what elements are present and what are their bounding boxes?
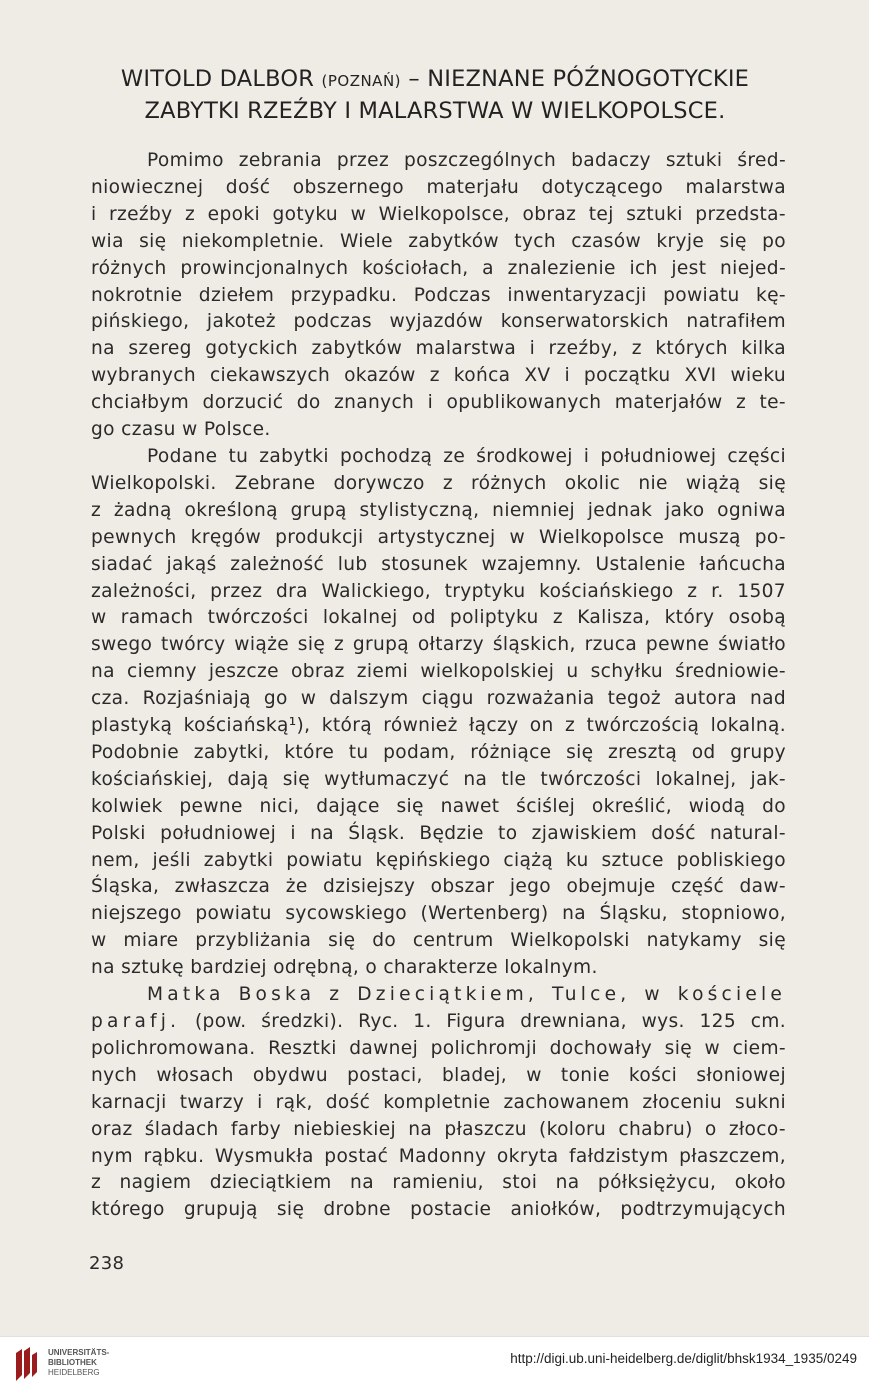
text-line: siadać jakąś zależność lub stosunek wzajemny. Ustalenie łańcucha bbox=[91, 553, 786, 575]
author-location: (POZNAŃ) bbox=[321, 72, 402, 90]
text-line: polichromowana. Resztki dawnej polichromji dochowały się w ciem- bbox=[91, 1037, 786, 1059]
text-line: na ciemny jeszcze obraz ziemi wielkopolskiej u schyłku średniowie- bbox=[91, 661, 786, 683]
text-line: nokrotnie dziełem przypadku. Podczas inwentaryzacji powiatu kę- bbox=[91, 284, 786, 306]
source-url-link[interactable]: http://digi.ub.uni-heidelberg.de/diglit/bhsk1934_1935/0249 bbox=[510, 1351, 857, 1366]
text-line: nych włosach obydwu postaci, bladej, w tonie kości słoniowej bbox=[91, 1064, 786, 1086]
text-line: w ramach twórczości lokalnej od poliptyku z Kalisza, który osobą bbox=[91, 607, 786, 629]
text-line: Polski południowej i na Śląsk. Będzie to zjawiskiem dość natural- bbox=[91, 822, 786, 844]
paragraph-1 bbox=[91, 148, 786, 444]
text-line bbox=[91, 1009, 786, 1036]
text-line: na szereg gotyckich zabytków malarstwa i rzeźby, z których kilka bbox=[91, 338, 786, 360]
text-line: pewnych kręgów produkcji artystycznej w Wielkopolsce muszą po- bbox=[91, 526, 786, 548]
text-line: oraz śladach farby niebieskiej na płaszczu (koloru chabru) o złoco- bbox=[91, 1118, 786, 1140]
text-line: nym rąbku. Wysmukła postać Madonny okryta fałdzistym płaszczem, bbox=[91, 1145, 786, 1167]
digitization-footer bbox=[0, 1336, 869, 1394]
text-line: go czasu w Polsce. bbox=[91, 419, 271, 441]
text-line: niejszego powiatu sycowskiego (Wertenberg) na Śląsku, stopniowo, bbox=[91, 903, 786, 925]
spaced-title-line: Matka Boska z Dzieciątkiem, Tulce, w kościele bbox=[147, 984, 786, 1006]
header-dash: – bbox=[408, 66, 420, 92]
text-line: którego grupują się drobne postacie aniołków, podtrzymujących bbox=[91, 1199, 786, 1221]
text-line: Śląska, zwłaszcza że dzisiejszy obszar jego obejmuje część daw- bbox=[91, 876, 786, 898]
text-line: Pomimo zebrania przez poszczególnych badaczy sztuki śred- bbox=[147, 150, 786, 171]
paragraph-3 bbox=[91, 982, 786, 1224]
text-line: kościańskiej, dają się wytłumaczyć na tle twórczości lokalnej, jak- bbox=[91, 768, 786, 790]
text-line: plastyką kościańską¹), którą również łączy on z twórczością lokalną. bbox=[91, 715, 786, 737]
library-name bbox=[48, 1348, 109, 1378]
text-line: Podane tu zabytki pochodzą ze środkowej i południowej części bbox=[147, 445, 786, 467]
text-line: nem, jeśli zabytki powiatu kępińskiego ciążą ku sztuce pobliskiego bbox=[91, 849, 786, 871]
text-line-rest: (pow. średzki). Ryc. 1. Figura drewniana, wys. 125 cm. bbox=[180, 1011, 786, 1032]
article-body bbox=[91, 148, 786, 1224]
text-line: cza. Rozjaśniają go w dalszym ciągu rozważania tegoż autora nad bbox=[91, 688, 786, 710]
text-line: Podobnie zabytki, które tu podam, różniące się zresztą od grupy bbox=[91, 741, 786, 763]
title-line-2: ZABYTKI RZEŹBY I MALARSTWA W WIELKOPOLSCE. bbox=[144, 98, 726, 124]
author-name: WITOLD DALBOR bbox=[120, 66, 315, 92]
library-name-line: UNIVERSITÄTS- bbox=[48, 1348, 110, 1357]
text-line: wybranych ciekawszych okazów z końca XV i początku XVI wieku bbox=[91, 365, 786, 387]
header-line-1 bbox=[60, 64, 810, 96]
title-line-1: NIEZNANE PÓŹNOGOTYCKIE bbox=[427, 66, 750, 92]
text-line: karnacji twarzy i rąk, dość kompletnie zachowanem złoceniu sukni bbox=[91, 1091, 786, 1113]
library-logo-icon bbox=[12, 1345, 38, 1385]
text-line: w miare przybliżania się do centrum Wielkopolski natykamy się bbox=[91, 930, 786, 952]
paragraph-2 bbox=[91, 444, 786, 982]
page-number: 238 bbox=[89, 1253, 125, 1274]
text-line: pińskiego, jakoteż podczas wyjazdów konserwatorskich natrafiłem bbox=[91, 311, 786, 333]
text-line: i rzeźby z epoki gotyku w Wielkopolsce, obraz tej sztuki przedsta- bbox=[91, 203, 786, 225]
text-line: kolwiek pewne nici, dające się nawet ściślej określić, wiodą do bbox=[91, 795, 786, 817]
library-name-line: BIBLIOTHEK bbox=[48, 1358, 97, 1367]
library-name-line: HEIDELBERG bbox=[48, 1368, 100, 1377]
text-line: Wielkopolski. Zebrane dorywczo z różnych okolic nie wiążą się bbox=[91, 472, 786, 494]
text-line: swego twórcy wiąże się z grupą ołtarzy śląskich, rzuca pewne światło bbox=[91, 634, 786, 656]
spaced-word: parafj. bbox=[91, 1011, 181, 1032]
article-header bbox=[60, 64, 810, 126]
text-line: na sztukę bardziej odrębną, o charakterze lokalnym. bbox=[91, 957, 598, 979]
text-line: chciałbym dorzucić do znanych i opublikowanych materjałów z te- bbox=[91, 392, 786, 414]
text-line: niowiecznej dość obszernego materjału dotyczącego malarstwa bbox=[91, 176, 786, 198]
text-line: z żadną określoną grupą stylistyczną, niemniej jednak jako ogniwa bbox=[91, 499, 786, 521]
text-line: wia się niekompletnie. Wiele zabytków tych czasów kryje się po bbox=[91, 230, 786, 252]
text-line: różnych prowincjonalnych kościołach, a znalezienie ich jest niejed- bbox=[91, 257, 786, 279]
text-line: z nagiem dzieciątkiem na ramieniu, stoi na półksiężycu, około bbox=[91, 1172, 786, 1194]
text-line: zależności, przez dra Walickiego, tryptyku kościańskiego z r. 1507 bbox=[91, 580, 786, 602]
